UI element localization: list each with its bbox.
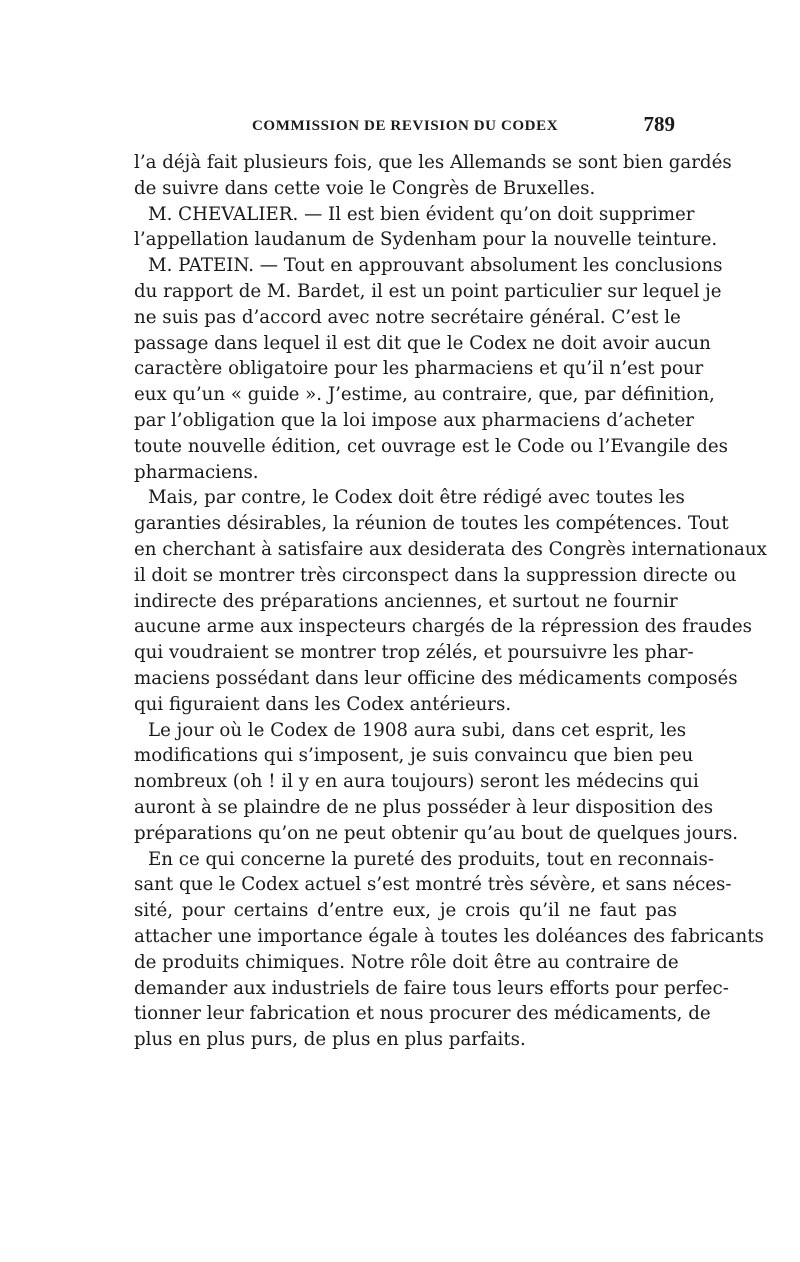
text-line: tionner leur fabrication et nous procurer des médicaments, de (134, 1003, 711, 1025)
text-line: M. CHEVALIER. — Il est bien évident qu’on doit supprimer (148, 203, 695, 225)
text-line: sant que le Codex actuel s’est montré très sévère, et sans néces- (134, 874, 732, 896)
text-line: Le jour où le Codex de 1908 aura subi, dans cet esprit, les (148, 719, 687, 741)
text-line: de produits chimiques. Notre rôle doit être au contraire de (134, 951, 679, 973)
text-line: modifications qui s’imposent, je suis convaincu que bien peu (134, 745, 694, 767)
text-line: il doit se montrer très circonspect dans la suppression directe ou (134, 564, 737, 586)
body-text (134, 150, 767, 1053)
text-line: auront à se plaindre de ne plus posséder à leur disposition des (134, 796, 714, 818)
running-head (134, 110, 677, 146)
text-line: sité, pour certains d’entre eux, je crois qu’il ne faut pas (134, 900, 677, 922)
text-line: garanties désirables, la réunion de toutes les compétences. Tout (134, 513, 729, 535)
text-line: en cherchant à satisfaire aux desiderata des Congrès internationaux (134, 538, 767, 560)
text-line: passage dans lequel il est dit que le Codex ne doit avoir aucun (134, 332, 711, 354)
text-line: nombreux (oh ! il y en aura toujours) seront les médecins qui (134, 771, 699, 793)
text-line: maciens possédant dans leur officine des médicaments composés (134, 667, 738, 689)
page-number: 789 (643, 112, 675, 136)
text-line: caractère obligatoire pour les pharmaciens et qu’il n’est pour (134, 358, 704, 380)
text-line: toute nouvelle édition, cet ouvrage est le Code ou l’Evangile des (134, 435, 729, 457)
text-line: Mais, par contre, le Codex doit être rédigé avec toutes les (148, 487, 685, 509)
text-line: plus en plus purs, de plus en plus parfaits. (134, 1029, 526, 1051)
text-line: préparations qu’on ne peut obtenir qu’au bout de quelques jours. (134, 822, 739, 844)
text-line: indirecte des préparations anciennes, et surtout ne fournir (134, 590, 678, 612)
text-line: attacher une importance égale à toutes les doléances des fabricants (134, 925, 764, 947)
text-line: demander aux industriels de faire tous leurs efforts pour perfec- (134, 977, 729, 999)
text-line: de suivre dans cette voie le Congrès de Bruxelles. (134, 177, 596, 199)
text-line: aucune arme aux inspecteurs chargés de la répression des fraudes (134, 616, 753, 638)
text-line: qui voudraient se montrer trop zélés, et poursuivre les phar- (134, 642, 694, 664)
running-title: COMMISSION DE REVISION DU CODEX (252, 118, 559, 134)
text-line: ne suis pas d’accord avec notre secrétaire général. C’est le (134, 306, 681, 328)
text-line: eux qu’un « guide ». J’estime, au contraire, que, par définition, (134, 384, 715, 406)
text-line: l’a déjà fait plusieurs fois, que les Allemands se sont bien gardés (134, 152, 732, 173)
text-line: qui figuraient dans les Codex antérieurs. (134, 693, 512, 715)
text-line: par l’obligation que la loi impose aux pharmaciens d’acheter (134, 409, 694, 431)
text-line: M. PATEIN. — Tout en approuvant absolument les conclusions (148, 255, 723, 277)
text-line: pharmaciens. (134, 461, 259, 483)
text-line: l’appellation laudanum de Sydenham pour la nouvelle teinture. (134, 229, 718, 251)
text-line: En ce qui concerne la pureté des produits, tout en reconnais- (148, 848, 714, 870)
text-line: du rapport de M. Bardet, il est un point particulier sur lequel je (134, 280, 722, 302)
